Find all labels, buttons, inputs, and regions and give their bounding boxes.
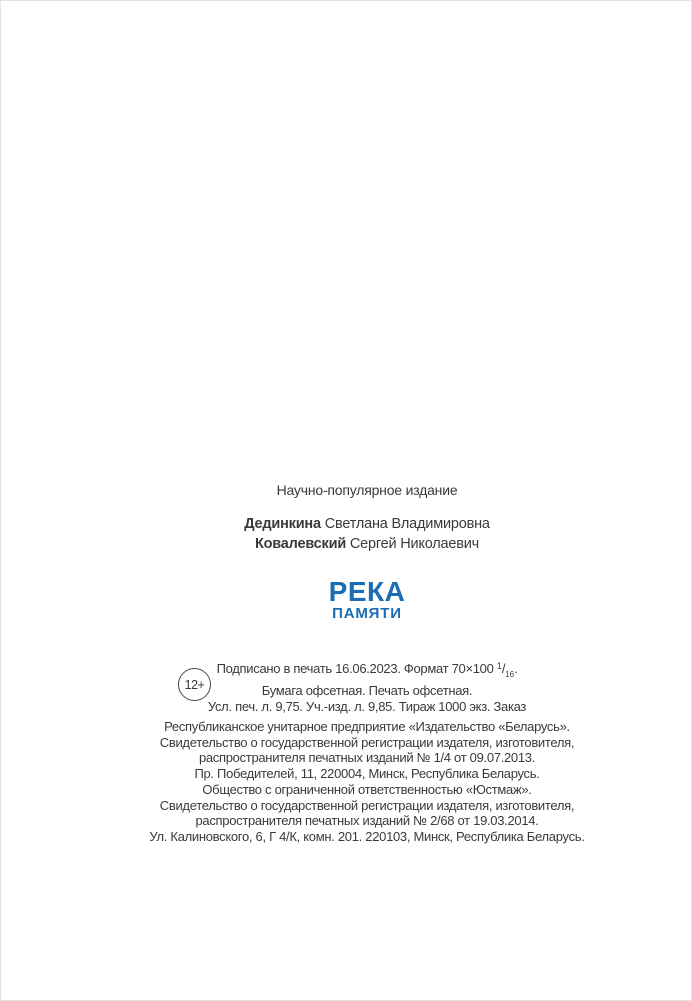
book-title-sub: ПАМЯТИ xyxy=(332,605,402,622)
colophon-content xyxy=(38,1,692,844)
publisher-name: Республиканское унитарное предприятие «Издательство «Беларусь». xyxy=(164,719,570,734)
edition-type: Научно-популярное издание xyxy=(276,482,458,498)
print-details-block xyxy=(38,658,692,715)
book-title-main: РЕКА xyxy=(328,576,406,607)
author-line xyxy=(38,514,692,534)
printer-info-block xyxy=(38,782,692,844)
printer-address: Ул. Калиновского, 6, Г 4/К, комн. 201. 220103, Минск, Республика Беларусь. xyxy=(149,828,585,844)
book-title xyxy=(38,576,692,622)
printer-name: Общество с ограниченной ответственностью «Юстмаж». xyxy=(202,782,532,797)
author-given-name: Светлана Владимировна xyxy=(324,516,490,532)
author-given-name: Сергей Николаевич xyxy=(349,536,480,552)
print-details-line: Бумага офсетная. Печать офсетная. xyxy=(261,683,473,698)
publisher-certificate-line: Свидетельство о государственной регистрации издателя, изготовителя, xyxy=(159,734,575,750)
printer-certificate-line: Свидетельство о государственной регистрации издателя, изготовителя, xyxy=(159,797,575,813)
printer-certificate-line: распространителя печатных изданий № 2/68 от 19.03.2014. xyxy=(195,813,539,828)
format-fraction-denominator: 16 xyxy=(505,670,515,679)
publisher-info-block xyxy=(38,719,692,781)
print-format-text: Подписано в печать 16.06.2023. Формат 70×100 xyxy=(216,661,497,676)
age-rating-badge xyxy=(178,668,211,701)
age-rating-label: 12+ xyxy=(184,677,205,692)
authors-block xyxy=(38,514,692,554)
print-format-period: . xyxy=(514,661,518,676)
print-details-line xyxy=(38,658,692,683)
format-fraction-slash: / xyxy=(501,661,506,676)
author-line xyxy=(38,534,692,554)
print-details-line: Усл. печ. л. 9,75. Уч.-изд. л. 9,85. Тираж 1000 экз. Заказ xyxy=(207,699,527,714)
author-surname: Дединкина xyxy=(244,516,321,532)
publisher-address: Пр. Победителей, 11, 220004, Минск, Республика Беларусь. xyxy=(194,765,540,781)
format-fraction-numerator: 1 xyxy=(496,661,502,671)
author-surname: Ковалевский xyxy=(254,536,347,552)
publisher-certificate-line: распространителя печатных изданий № 1/4 от 09.07.2013. xyxy=(198,750,536,765)
